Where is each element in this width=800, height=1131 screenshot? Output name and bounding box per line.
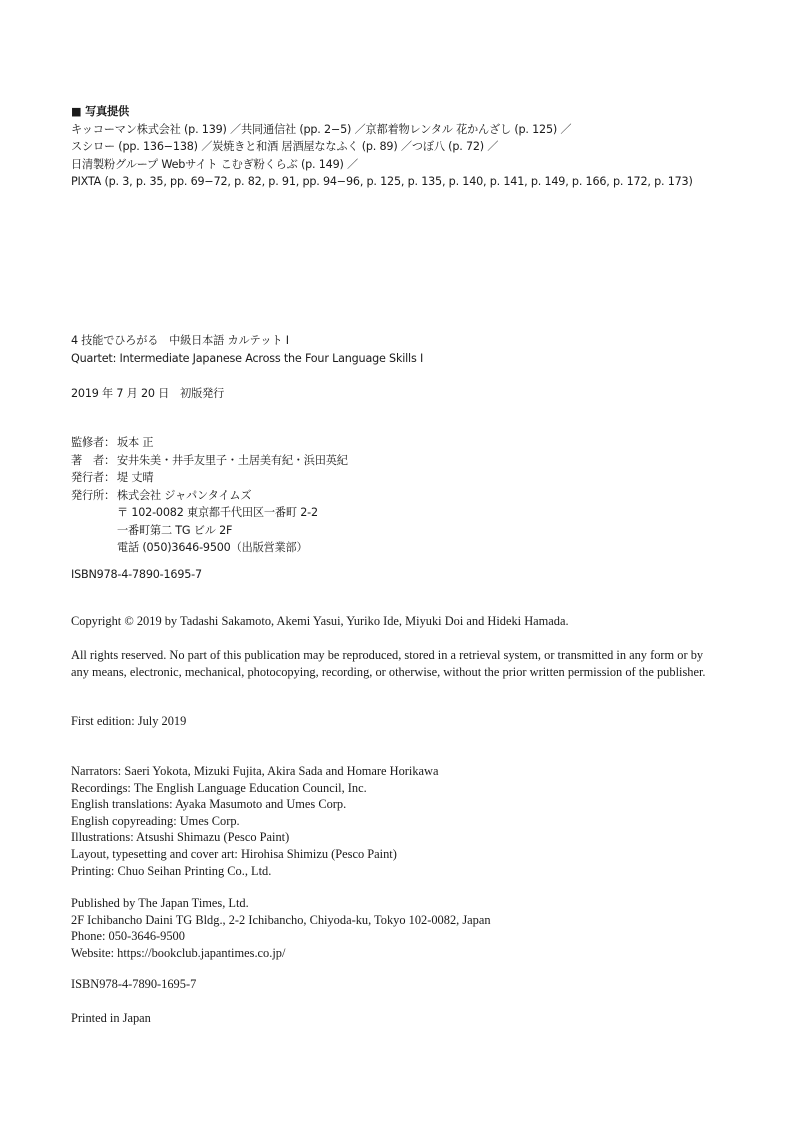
credit-line: Narrators: Saeri Yokota, Mizuki Fujita, Akira Sada and Homare Horikawa [71, 764, 439, 778]
publication-date [71, 385, 224, 403]
staff-value: 株式会社 ジャパンタイムズ [117, 488, 252, 502]
publication-date-ja: 2019 年 7 月 20 日 初版発行 [71, 387, 225, 400]
publisher-address: 2F Ichibancho Daini TG Bldg., 2-2 Ichibancho, Chiyoda-ku, Tokyo 102-0082, Japan [71, 912, 491, 927]
first-edition [71, 713, 186, 730]
photo-credit-line: PIXTA (p. 3, p. 35, pp. 69−72, p. 82, p. 91, pp. 94−96, p. 125, p. 135, p. 140, p. 141, p. 149, p. 166, p. 172, p. 173) [71, 175, 693, 188]
staff-value: 坂本 正 [117, 436, 154, 449]
address-line: 電話 (050)3646-9500（出版営業部） [117, 541, 308, 554]
address-line: 一番町第二 TG ビル 2F [117, 523, 233, 537]
staff-row-authors [71, 452, 348, 470]
photo-credits-heading: ■ 写真提供 [71, 105, 130, 118]
production-credits [71, 763, 439, 879]
photo-credit-line: 日清製粉グループ Webサイト こむぎ粉くらぶ (p. 149) ／ [71, 157, 358, 171]
publisher-website: Website: https://bookclub.japantimes.co.jp/ [71, 945, 286, 960]
publisher-line: Published by The Japan Times, Ltd. [71, 896, 249, 910]
isbn-en [71, 976, 196, 993]
book-title [71, 332, 423, 367]
staff-row-issuer [71, 469, 348, 487]
staff-label: 監修者： [71, 436, 115, 449]
staff-value: 安井朱美・井手友里子・土居美有紀・浜田英紀 [117, 453, 348, 467]
staff-list [71, 434, 348, 557]
copyright-text: Copyright © 2019 by Tadashi Sakamoto, Akemi Yasui, Yuriko Ide, Miyuki Doi and Hideki Hamada. [71, 614, 569, 628]
book-title-ja: 4 技能でひろがる 中級日本語 カルテット Ⅰ [71, 334, 289, 347]
publisher-info [71, 895, 491, 961]
printed-in-text: Printed in Japan [71, 1011, 151, 1025]
photo-credit-line: キッコーマン株式会社 (p. 139) ／共同通信社 (pp. 2−5) ／京都着物レンタル 花かんざし (p. 125) ／ [71, 122, 572, 136]
rights-text: All rights reserved. No part of this publication may be reproduced, stored in a retrieval system, or transmitted in any form or by any means, electronic, mechanical, photocopying, recording, or otherwise, without the prior written permission of the publisher. [71, 648, 706, 679]
publisher-phone: Phone: 050-3646-9500 [71, 929, 185, 944]
first-edition-text: First edition: July 2019 [71, 714, 187, 728]
book-title-en: Quartet: Intermediate Japanese Across the Four Language Skills I [71, 351, 424, 365]
staff-row-office [71, 487, 348, 505]
staff-label: 発行所： [71, 488, 115, 502]
printed-in [71, 1010, 151, 1027]
isbn-ja-text: ISBN978-4-7890-1695-7 [71, 568, 202, 581]
photo-credit-line: スシロー (pp. 136−138) ／炭焼きと和酒 居酒屋ななふく (p. 89) ／つぼ八 (p. 72) ／ [71, 140, 499, 153]
credit-line: Printing: Chuo Seihan Printing Co., Ltd. [71, 863, 272, 878]
staff-label: 発行者： [71, 471, 115, 484]
credit-line: Recordings: The English Language Education Council, Inc. [71, 780, 367, 795]
staff-row-supervisor [71, 434, 348, 452]
rights-notice [71, 647, 721, 680]
isbn-en-text: ISBN978-4-7890-1695-7 [71, 977, 197, 991]
credit-line: English translations: Ayaka Masumoto and Umes Corp. [71, 797, 347, 812]
address-line: 〒 102-0082 東京都千代田区一番町 2-2 [117, 506, 318, 519]
copyright [71, 613, 569, 630]
credit-line: Layout, typesetting and cover art: Hirohisa Shimizu (Pesco Paint) [71, 846, 397, 861]
photo-credits [71, 103, 693, 191]
credit-line: Illustrations: Atsushi Shimazu (Pesco Paint) [71, 830, 290, 845]
isbn-ja [71, 566, 202, 584]
staff-label: 著 者： [71, 453, 115, 467]
credit-line: English copyreading: Umes Corp. [71, 813, 240, 828]
staff-value: 堤 丈晴 [117, 471, 154, 484]
